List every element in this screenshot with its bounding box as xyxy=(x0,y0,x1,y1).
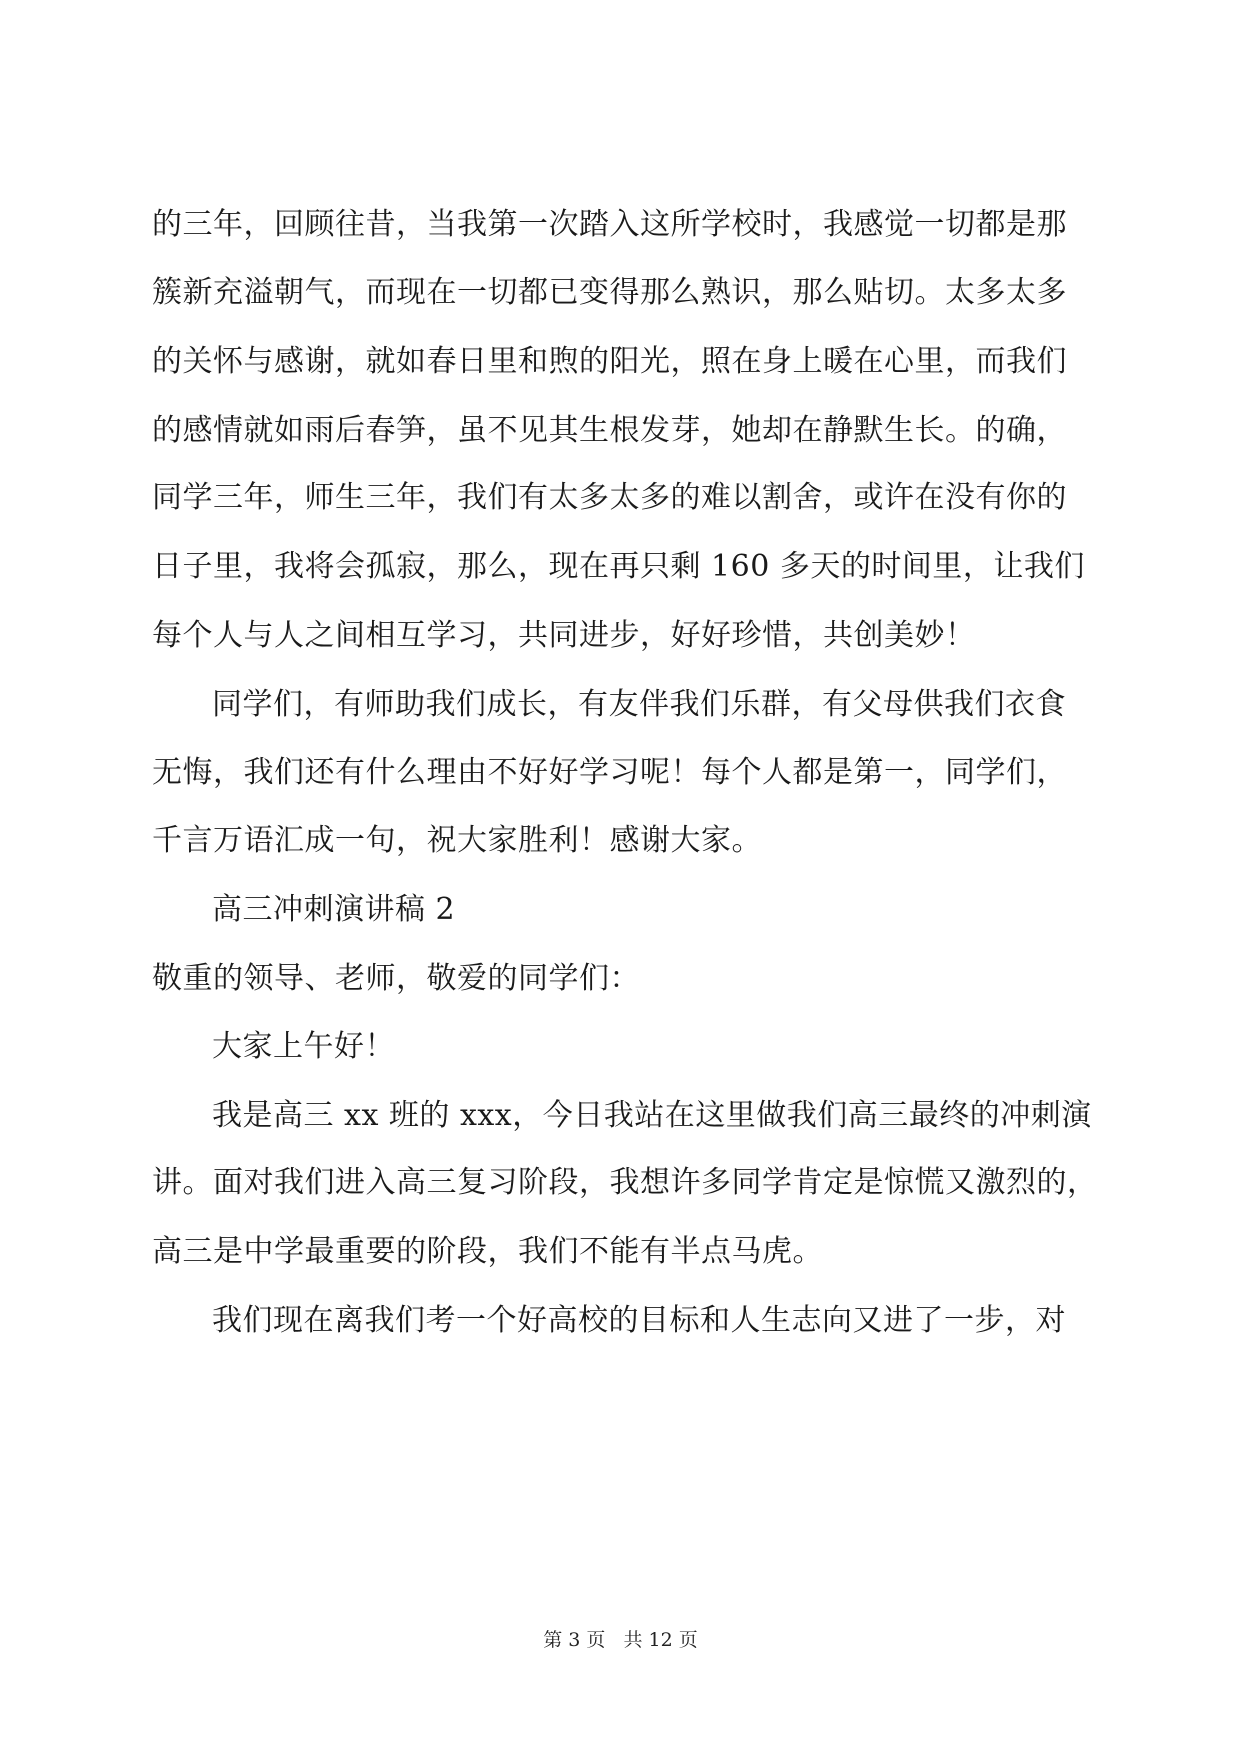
paragraph-line: 同学们，有师助我们成长，有友伴我们乐群，有父母供我们衣食 xyxy=(212,686,1066,722)
page-total: 共 12 页 xyxy=(623,1629,698,1651)
page-footer xyxy=(0,1628,1241,1652)
paragraph-line: 同学三年，师生三年，我们有太多太多的难以割舍，或许在没有你的 xyxy=(152,480,1067,516)
paragraph-line: 无悔，我们还有什么理由不好好学习呢！每个人都是第一，同学们， xyxy=(152,754,1067,790)
paragraph-line: 讲。面对我们进入高三复习阶段，我想许多同学肯定是惊慌又激烈的， xyxy=(152,1165,1098,1201)
paragraph-line: 千言万语汇成一句，祝大家胜利！感谢大家。 xyxy=(152,823,762,859)
paragraph-line: 的关怀与感谢，就如春日里和煦的阳光，照在身上暖在心里，而我们 xyxy=(152,343,1067,379)
paragraph-line: 簇新充溢朝气，而现在一切都已变得那么熟识，那么贴切。太多太多 xyxy=(152,275,1067,310)
paragraph-line: 大家上午好！ xyxy=(212,1028,395,1064)
paragraph-line: 我是高三 xx 班的 xxx，今日我站在这里做我们高三最终的冲刺演 xyxy=(212,1097,1092,1133)
paragraph-line: 敬重的领导、老师，敬爱的同学们： xyxy=(152,961,640,997)
paragraph-line: 高三是中学最重要的阶段，我们不能有半点马虎。 xyxy=(152,1234,823,1270)
paragraph-line: 日子里，我将会孤寂，那么，现在再只剩 160 多天的时间里，让我们 xyxy=(152,549,1085,585)
paragraph-line: 的三年，回顾往昔，当我第一次踏入这所学校时，我感觉一切都是那 xyxy=(152,207,1067,243)
page-number: 第 3 页 xyxy=(543,1629,606,1651)
paragraph-line: 每个人与人之间相互学习，共同进步，好好珍惜，共创美妙！ xyxy=(152,618,976,654)
paragraph-line: 的感情就如雨后春笋，虽不见其生根发芽，她却在静默生长。的确， xyxy=(152,412,1067,448)
paragraph-line: 我们现在离我们考一个好高校的目标和人生志向又进了一步，对 xyxy=(212,1303,1066,1339)
paragraph-line: 高三冲刺演讲稿 2 xyxy=(212,892,456,928)
